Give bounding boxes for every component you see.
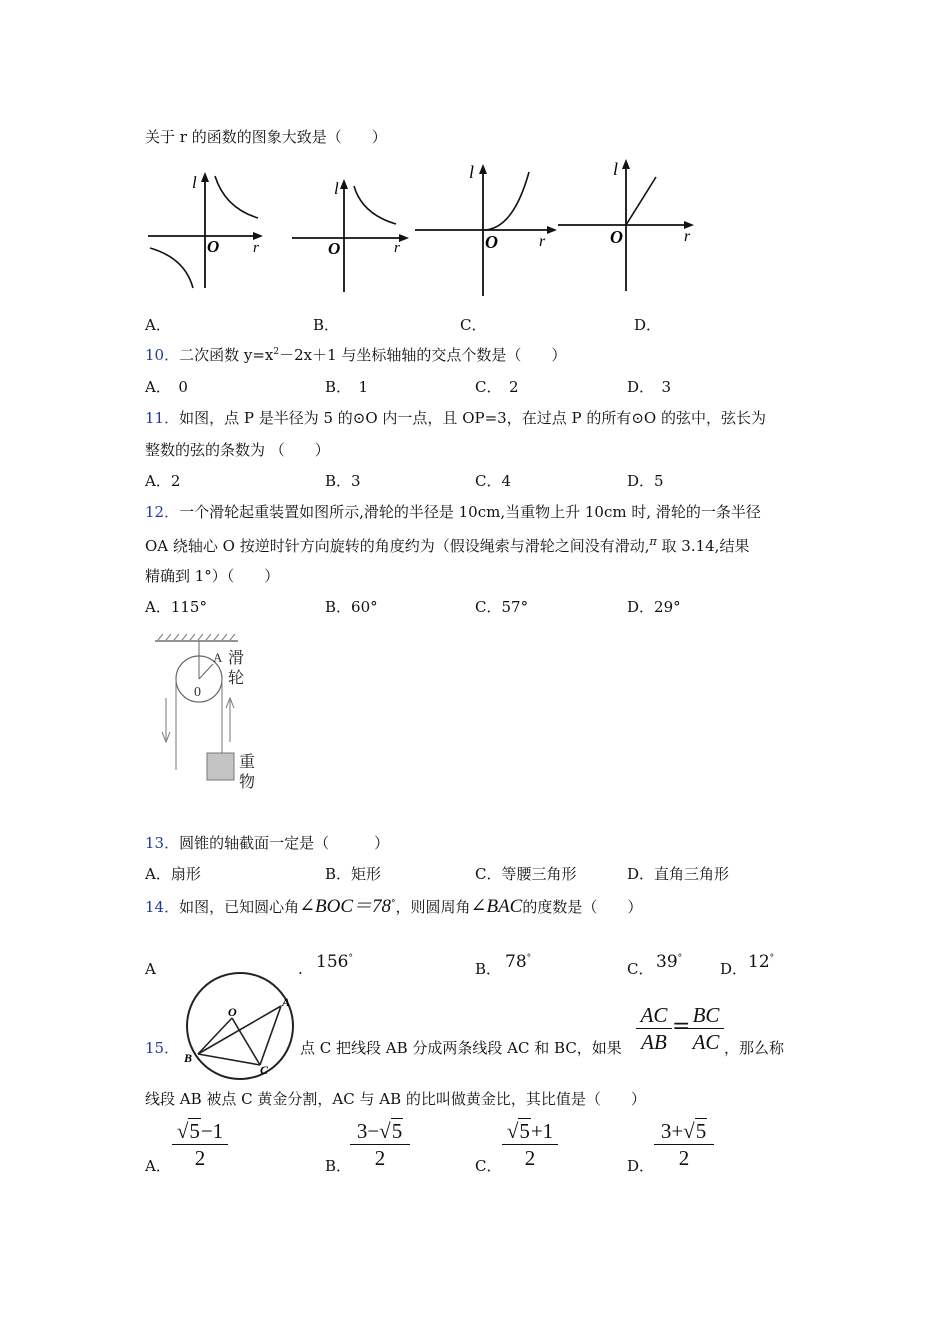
q13-option-b[interactable]: B．矩形 — [325, 865, 382, 883]
q15-line2: 线段 AB 被点 C 黄金分割，AC 与 AB 的比叫做黄金比，其比值是（ ） — [145, 1090, 646, 1108]
svg-text:C: C — [260, 1063, 269, 1077]
pi-symbol: π — [649, 535, 657, 548]
svg-text:滑: 滑 — [228, 650, 245, 667]
q13-stem: 13．圆锥的轴截面一定是（ ） — [145, 834, 390, 852]
q12-option-b[interactable]: B．60° — [325, 598, 378, 616]
svg-text:轮: 轮 — [228, 670, 245, 687]
q11-number: 11． — [145, 409, 180, 427]
q11-line2: 整数的弦的条数为 （ ） — [145, 441, 330, 459]
svg-text:r: r — [394, 240, 400, 256]
svg-text:l: l — [613, 159, 619, 179]
q15-stem-post: ，那么称 — [724, 1039, 785, 1057]
svg-text:B: B — [184, 1051, 193, 1065]
q10-option-a[interactable]: A． 0 — [145, 378, 188, 396]
fraction-ac-ab: AC AB — [636, 1003, 672, 1054]
svg-text:物: 物 — [239, 774, 256, 791]
q11-option-b[interactable]: B．3 — [325, 472, 361, 490]
q11-option-a[interactable]: A．2 — [145, 472, 181, 490]
q9-graph-d — [556, 155, 701, 295]
q12-number: 12． — [145, 503, 180, 521]
q9-option-b[interactable]: B． — [313, 316, 340, 334]
svg-text:r: r — [539, 233, 546, 250]
q14-option-d[interactable]: D． — [720, 960, 748, 978]
svg-text:l: l — [469, 162, 475, 182]
q9-graph-c — [413, 158, 558, 298]
q12-option-c[interactable]: C．57° — [475, 598, 529, 616]
q15-option-d[interactable]: D． — [627, 1157, 655, 1175]
fraction-bc-ac: BC AC — [688, 1003, 724, 1054]
q9-option-a[interactable]: A． — [145, 316, 171, 334]
svg-text:A: A — [213, 650, 223, 665]
q14-stem: 14．如图，已知圆心角∠BOC＝78°，则圆周角∠BAC的度数是（ ） — [145, 896, 643, 917]
q12-option-a[interactable]: A．115° — [145, 598, 207, 616]
q13-option-d[interactable]: D．直角三角形 — [627, 865, 730, 883]
svg-text:l: l — [192, 173, 197, 192]
q12-option-d[interactable]: D．29° — [627, 598, 681, 616]
q10-number: 10． — [145, 346, 180, 364]
q12-line3: 精确到 1°）（ ） — [145, 567, 280, 585]
q12-line2: OA 绕轴心 O 按逆时针方向旋转的角度约为（假设绳索与滑轮之间没有滑动,$^\pi$ 取 3.14,结果 — [145, 535, 750, 555]
q14-option-b-value[interactable]: 78° — [505, 952, 532, 972]
q13-option-c[interactable]: C．等腰三角形 — [475, 865, 577, 883]
q14-option-c-value[interactable]: 39° — [656, 952, 683, 972]
angle-boc: ∠BOC＝78 — [299, 896, 392, 917]
svg-text:l: l — [334, 179, 339, 198]
q10-option-d[interactable]: D． 3 — [627, 378, 672, 396]
q14-option-a-dot: . — [298, 960, 303, 978]
q15-option-b[interactable]: B． — [325, 1157, 352, 1175]
q15-option-c-value[interactable]: √5+1 2 — [502, 1119, 558, 1170]
q9-graph-b — [290, 172, 410, 297]
q11-line1: 11．如图，点 P 是半径为 5 的⊙O 内一点，且 OP=3，在过点 P 的所有⊙O 的弦中，弦长为 — [145, 409, 766, 427]
q10-stem: 10．二次函数 $y=x^2-2x+1$ 与坐标轴轴的交点个数是（ ） — [145, 346, 567, 364]
pulley-figure — [150, 630, 270, 795]
q9-stem: 关于 r 的函数的图象大致是（ ） — [145, 128, 387, 146]
q14-option-b[interactable]: B． — [475, 960, 502, 978]
q10-option-c[interactable]: C． 2 — [475, 378, 519, 396]
q15-option-b-value[interactable]: 3−√5 2 — [350, 1119, 410, 1170]
q11-option-d[interactable]: D．5 — [627, 472, 664, 490]
svg-text:O: O — [485, 232, 498, 252]
q15-option-a-value[interactable]: √5−1 2 — [172, 1119, 228, 1170]
svg-text:O: O — [328, 239, 341, 258]
q15-number: 15． — [145, 1039, 180, 1057]
svg-text:A: A — [282, 995, 291, 1009]
angle-bac: ∠BAC — [470, 896, 523, 917]
svg-text:O: O — [610, 227, 623, 247]
q13-option-a[interactable]: A．扇形 — [145, 865, 201, 883]
q14-option-a[interactable]: A — [145, 960, 156, 978]
circle-figure — [178, 976, 298, 1076]
q9-option-c[interactable]: C． — [460, 316, 487, 334]
q15-option-a[interactable]: A． — [145, 1157, 171, 1175]
q13-number: 13． — [145, 834, 180, 852]
q9-option-d[interactable]: D． — [634, 316, 662, 334]
q14-number: 14． — [145, 898, 180, 916]
q9-graph-a — [145, 168, 265, 298]
q11-option-c[interactable]: C．4 — [475, 472, 512, 490]
q15-option-d-value[interactable]: 3+√5 2 — [654, 1119, 714, 1170]
equals-sign: = — [672, 1014, 691, 1039]
q15-option-c[interactable]: C． — [475, 1157, 502, 1175]
svg-text:O: O — [228, 1005, 237, 1019]
q12-line1: 12．一个滑轮起重装置如图所示,滑轮的半径是 10cm,当重物上升 10cm 时, 滑轮的一条半径 — [145, 503, 761, 521]
svg-text:重: 重 — [239, 754, 256, 771]
svg-text:r: r — [253, 240, 259, 256]
svg-text:0: 0 — [194, 685, 201, 700]
q15-stem-pre: 点 C 把线段 AB 分成两条线段 AC 和 BC，如果 — [300, 1039, 622, 1057]
svg-text:O: O — [207, 237, 220, 256]
svg-text:r: r — [684, 228, 691, 245]
q14-option-c[interactable]: C． — [627, 960, 654, 978]
q14-option-d-value[interactable]: 12° — [748, 952, 775, 972]
q14-option-a-value[interactable]: 156° — [316, 952, 353, 972]
q10-option-b[interactable]: B． 1 — [325, 378, 369, 396]
